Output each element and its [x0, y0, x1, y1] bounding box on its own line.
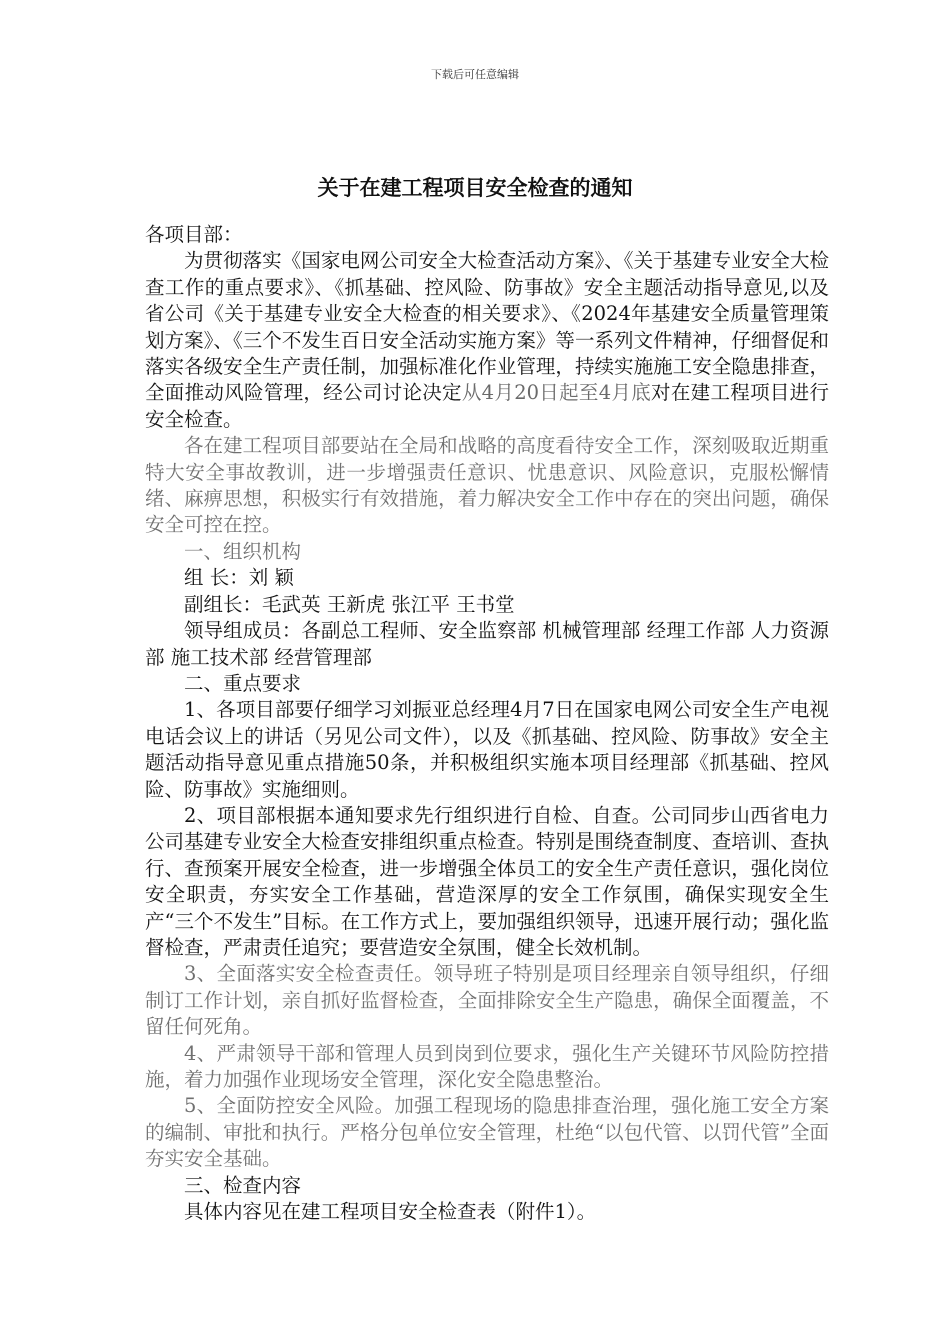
group-members: 领导组成员：各副总工程师、安全监察部 机械管理部 经理工作部 人力资源部 施工技术部 经营管理部 — [145, 619, 829, 669]
header-note: 下载后可任意编辑 — [431, 68, 519, 81]
requirement-item: 1、各项目部要仔细学习刘振亚总经理4月7日在国家电网公司安全生产电视电话会议上的讲话（另见公司文件），以及《抓基础、控风险、防事故》安全主题活动指导意见重点措施50条，并积极组织实施本项目经理部《抓基础、控风险、防事故》实施细则。 — [145, 698, 829, 801]
deputy-leaders: 副组长：毛武英 王新虎 张江平 王书堂 — [184, 592, 515, 616]
group-leader: 组 长：刘 颖 — [184, 566, 294, 590]
intro-main: 为贯彻落实《国家电网公司安全大检查活动方案》、《关于基建专业安全大检查工作的重点要求》、《抓基础、控风险、防事故》安全主题活动指导意见,以及省公司《关于基建专业安全大检查的相关要求》、《2024年基建安全质量管理策划方案》、《三个不发生百日安全活动实施方案》等一系列文件精神，仔细督促和落实各级安全生产责任制，加强标准化作业管理，持续实施施工安全隐患排查，全面推动风险管理，经公司讨论决定 — [145, 249, 829, 405]
requirement-item: 5、全面防控安全风险。加强工程现场的隐患排查治理，强化施工安全方案的编制、审批和执行。严格分包单位安全管理，杜绝“以包代管、以罚代管”全面夯实安全基础。 — [145, 1094, 829, 1171]
intro-tail: 对在建工程项目进行安全检查。 — [145, 381, 829, 431]
requirement-item: 2、项目部根据本通知要求先行组织进行自检、自查。公司同步山西省电力公司基建专业安全大检查安排组织重点检查。特别是围绕查制度、查培训、查执行、查预案开展安全检查，进一步增强全体员工的安全生产责任意识，强化岗位安全职责，夯实安全工作基础，营造深厚的安全工作氛围，确保实现安全生产“三个不发生”目标。在工作方式上，要加强组织领导，迅速开展行动；强化监督检查，严肃责任追究；要营造安全氛围，健全长效机制。 — [145, 803, 829, 959]
requirement-item: 4、严肃领导干部和管理人员到岗到位要求，强化生产关键环节风险防控措施，着力加强作业现场安全管理，深化安全隐患整治。 — [145, 1041, 829, 1091]
document-title: 关于在建工程项目安全检查的通知 — [317, 176, 633, 200]
section-1-heading: 一、组织机构 — [184, 539, 302, 563]
section-3-heading: 三、检查内容 — [184, 1173, 302, 1197]
intro-paragraph-2: 各在建工程项目部要站在全局和战略的高度看待安全工作，深刻吸取近期重特大安全事故教训，进一步增强责任意识、忧患意识、风险意识，克服松懈情绪、麻痹思想，积极实行有效措施，着力解决安全工作中存在的突出问题，确保安全可控在控。 — [145, 434, 829, 537]
requirement-item: 3、全面落实安全检查责任。领导班子特别是项目经理亲自领导组织，仔细制订工作计划，亲自抓好监督检查，全面排除安全生产隐患，确保全面覆盖，不留任何死角。 — [145, 962, 829, 1039]
document-body — [145, 222, 829, 1225]
section-2-heading: 二、重点要求 — [184, 671, 302, 695]
salutation: 各项目部： — [145, 223, 243, 246]
inspection-content-text: 具体内容见在建工程项目安全检查表（附件1）。 — [184, 1200, 597, 1224]
intro-paragraph — [145, 248, 829, 433]
intro-date-range: 从4月20日起至4月底 — [461, 381, 652, 405]
